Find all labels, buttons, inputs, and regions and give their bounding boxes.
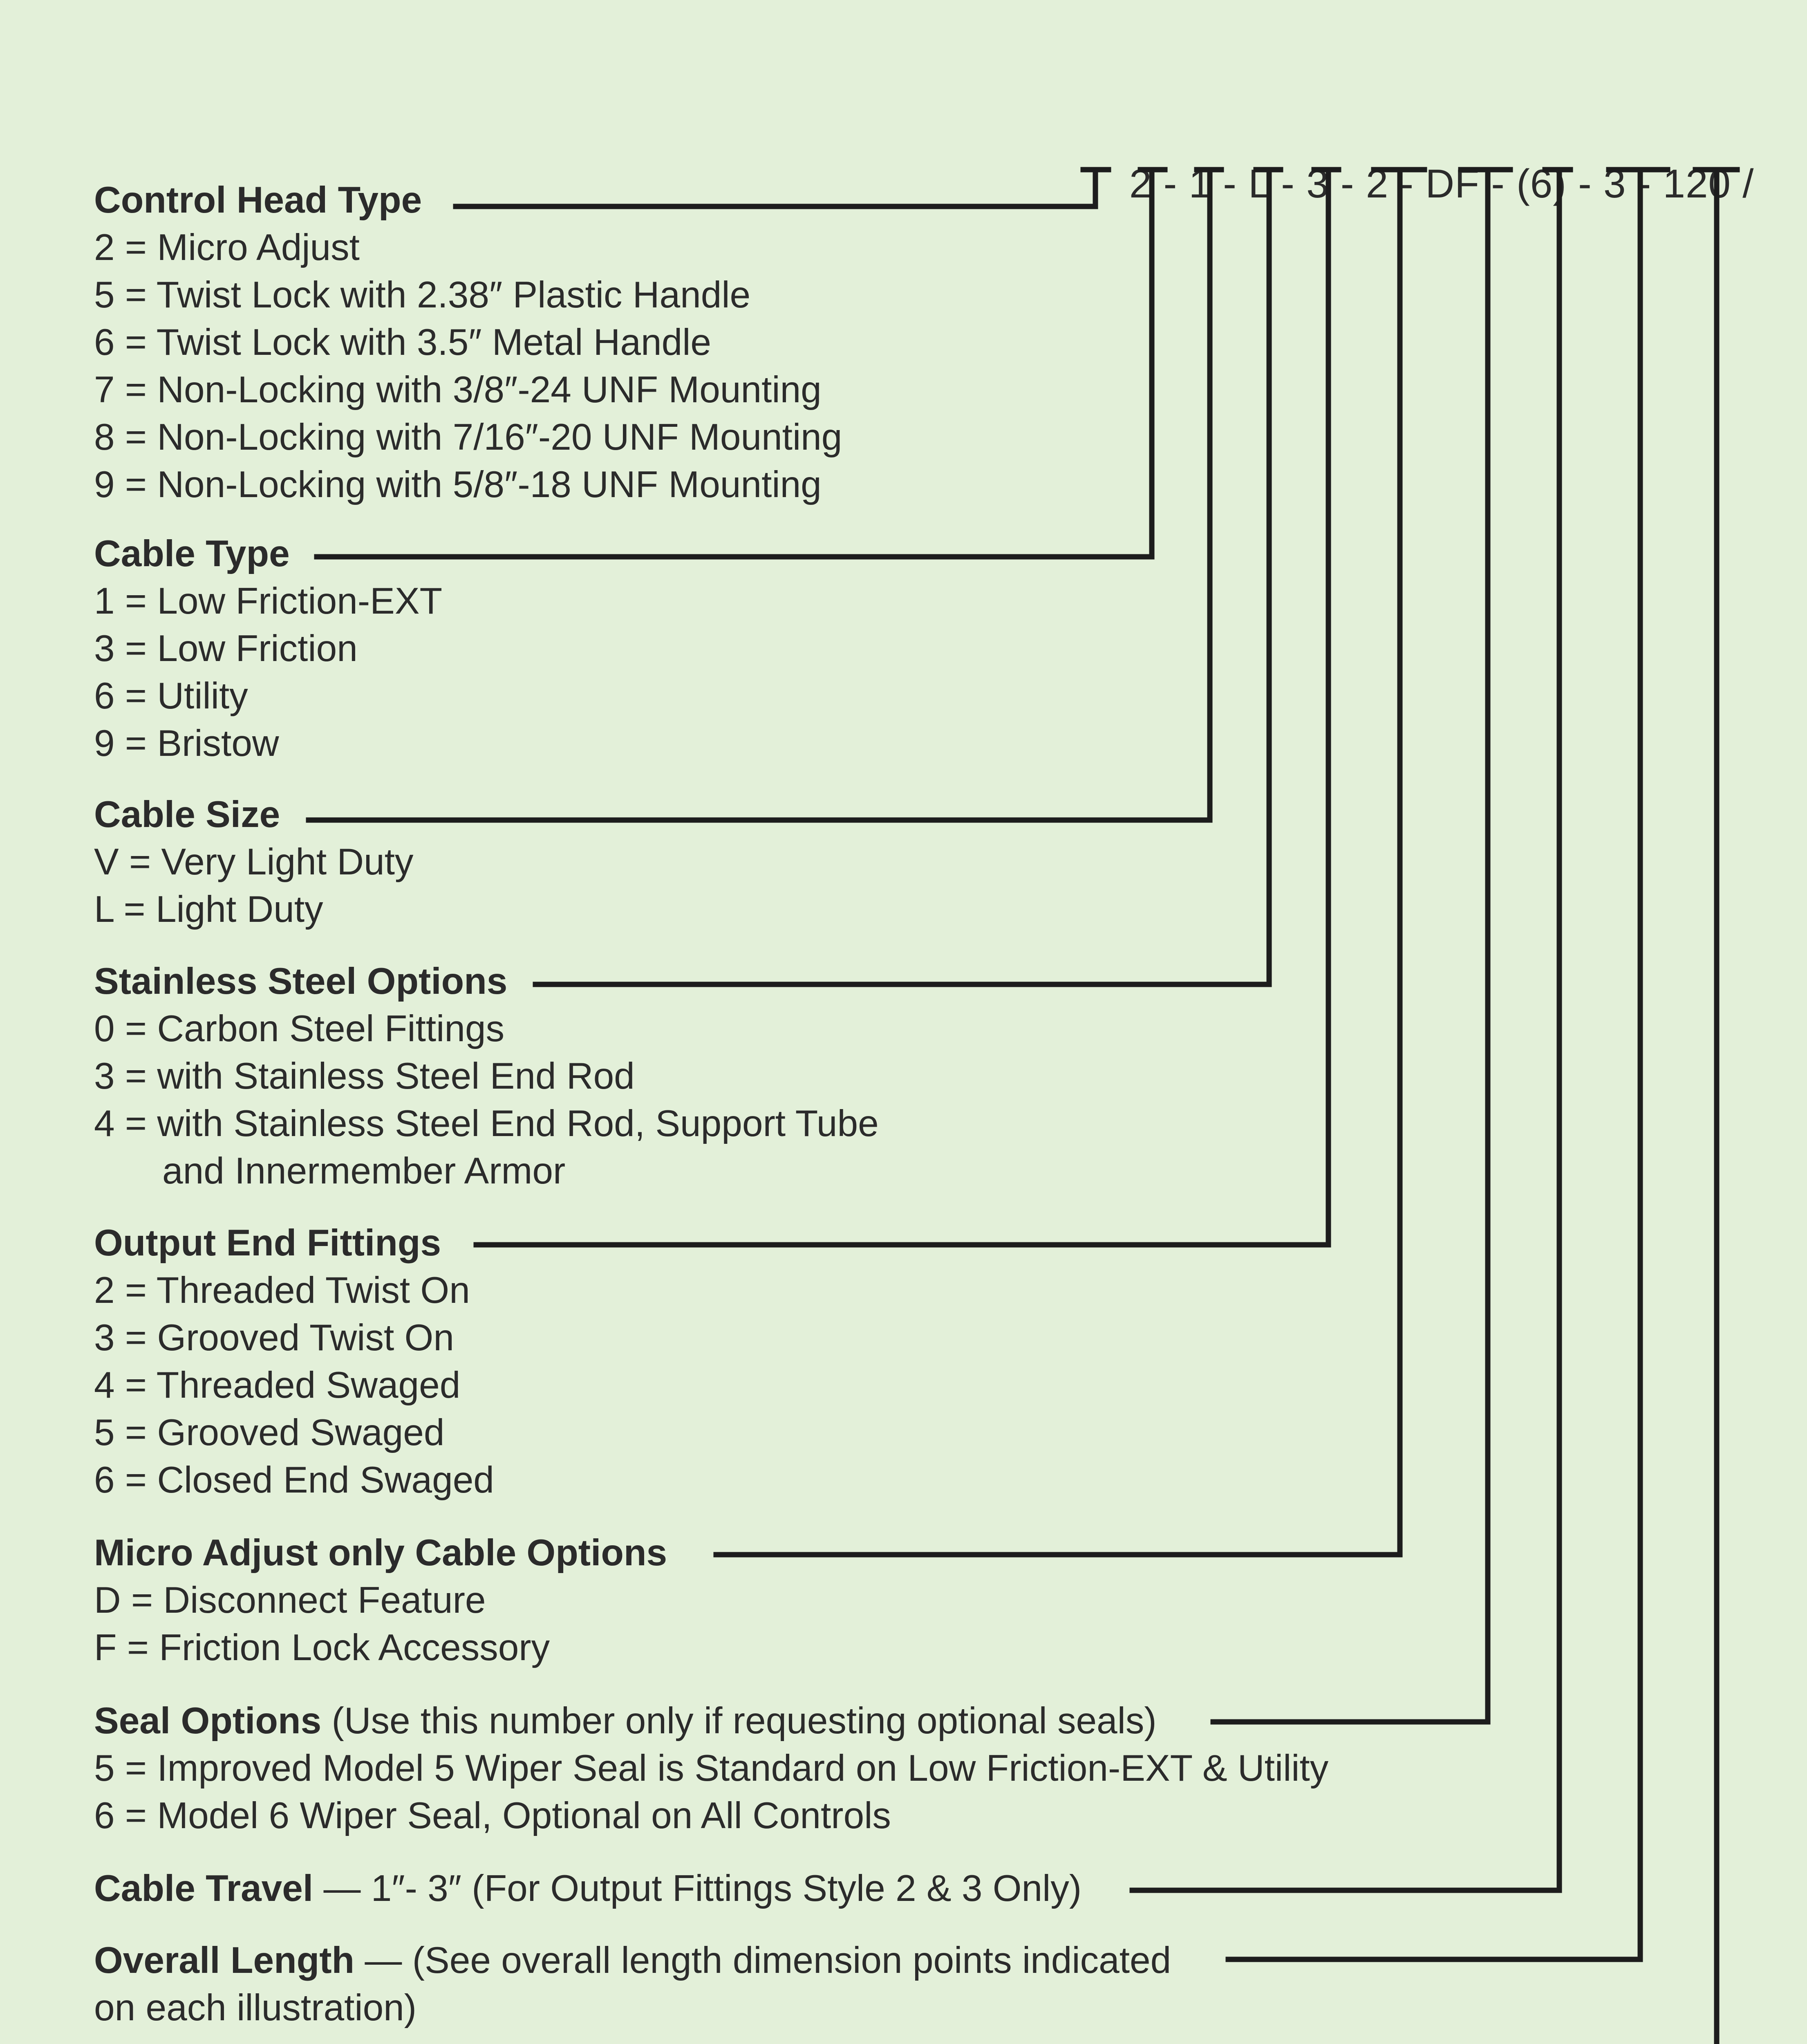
- leader-stainless: [535, 170, 1269, 984]
- leader-control-head: [456, 170, 1095, 206]
- part-number-code: 2 - 1 - L - 3 - 2 - DF - (6) - 3 - 120 /: [1129, 161, 1754, 206]
- leader-cable-type: [317, 170, 1152, 557]
- option-line-continuation: and Innermember Armor: [162, 1150, 566, 1192]
- option-line: 6 = Utility: [94, 675, 248, 717]
- option-line: 7 = Non-Locking with 3/8″-24 UNF Mounting: [94, 369, 822, 410]
- section-title: Overall Length — (See overall length dimension points indicated: [94, 1940, 1171, 1981]
- leader-output-end: [476, 170, 1328, 1245]
- option-line: 3 = Low Friction: [94, 628, 358, 669]
- code-segment: 3: [1306, 161, 1329, 206]
- leader-micro-adjust: [716, 170, 1400, 1555]
- option-line: 8 = Non-Locking with 7/16″-20 UNF Mounting: [94, 417, 842, 458]
- option-line: 6 = Model 6 Wiper Seal, Optional on All Controls: [94, 1795, 891, 1836]
- option-line: F = Friction Lock Accessory: [94, 1627, 550, 1668]
- option-line: 2 = Threaded Twist On: [94, 1270, 470, 1311]
- option-line: 9 = Bristow: [94, 723, 279, 764]
- option-line: 0 = Carbon Steel Fittings: [94, 1008, 505, 1049]
- option-line: L = Light Duty: [94, 889, 323, 930]
- option-line: 1 = Low Friction-EXT: [94, 580, 443, 622]
- code-segment: 2: [1366, 161, 1389, 206]
- leader-seal: [1213, 170, 1488, 1722]
- leader-cable-travel: [1132, 170, 1559, 1890]
- option-line: 3 = Grooved Twist On: [94, 1317, 454, 1358]
- leader-knob: [1242, 170, 1717, 2044]
- option-line: 9 = Non-Locking with 5/8″-18 UNF Mounting: [94, 464, 822, 505]
- code-segment: /: [1742, 161, 1754, 206]
- section-title: Seal Options (Use this number only if requesting optional seals): [94, 1700, 1157, 1741]
- section-title: Cable Travel — 1″- 3″ (For Output Fittings Style 2 & 3 Only): [94, 1868, 1082, 1909]
- option-line: 5 = Grooved Swaged: [94, 1412, 445, 1453]
- option-line: 5 = Improved Model 5 Wiper Seal is Standard on Low Friction-EXT & Utility: [94, 1748, 1329, 1789]
- leader-overall-length: [1228, 170, 1640, 1959]
- section-title: Cable Type: [94, 533, 290, 574]
- option-line: 4 = with Stainless Steel End Rod, Support Tube: [94, 1103, 879, 1144]
- section-title: Control Head Type: [94, 179, 422, 221]
- option-line: 2 = Micro Adjust: [94, 227, 360, 268]
- option-line: 4 = Threaded Swaged: [94, 1365, 461, 1406]
- option-line: on each illustration): [94, 1987, 417, 2028]
- code-segment: 120: [1663, 161, 1731, 206]
- code-segment: DF: [1425, 161, 1480, 206]
- section-title: Micro Adjust only Cable Options: [94, 1532, 667, 1573]
- option-line: 5 = Twist Lock with 2.38″ Plastic Handle: [94, 274, 751, 316]
- section-title: Output End Fittings: [94, 1222, 441, 1264]
- code-segment: L: [1248, 161, 1270, 206]
- code-segment: 3: [1603, 161, 1626, 206]
- leader-cable-size: [309, 170, 1210, 820]
- section-title: Stainless Steel Options: [94, 961, 508, 1002]
- option-line: D = Disconnect Feature: [94, 1580, 486, 1621]
- option-line: 6 = Twist Lock with 3.5″ Metal Handle: [94, 322, 712, 363]
- option-line: 6 = Closed End Swaged: [94, 1459, 494, 1501]
- section-title: Cable Size: [94, 794, 280, 835]
- option-line: V = Very Light Duty: [94, 841, 414, 883]
- code-segment: 1: [1189, 161, 1212, 206]
- option-line: 3 = with Stainless Steel End Rod: [94, 1056, 635, 1097]
- code-segment: (6): [1516, 161, 1567, 206]
- code-segment: 2: [1129, 161, 1152, 206]
